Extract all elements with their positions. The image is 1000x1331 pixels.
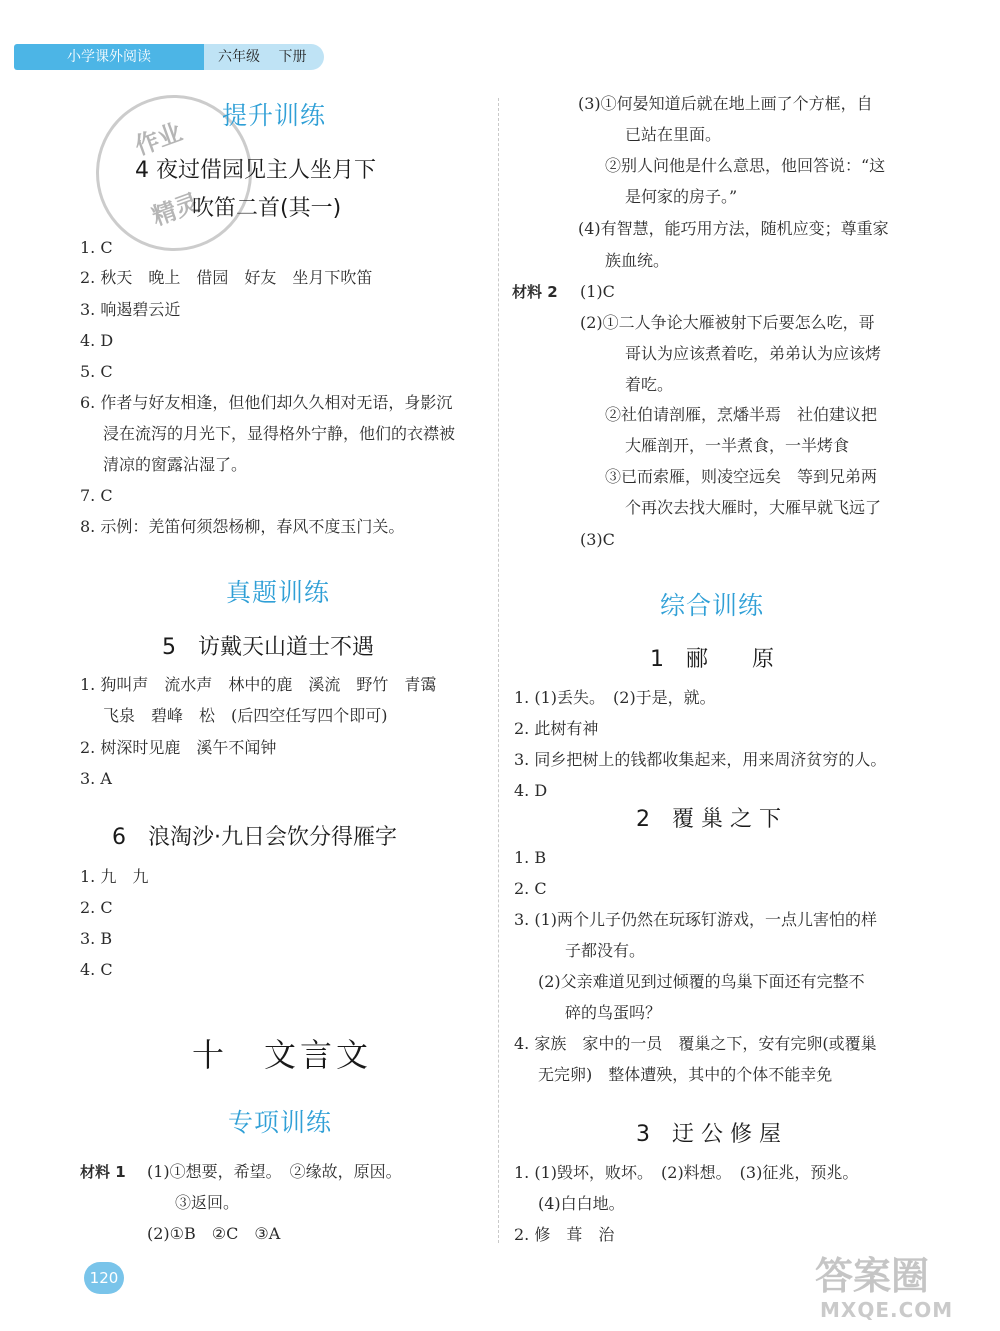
answer-line: 3. B — [80, 929, 113, 948]
answer-line: ②别人问他是什么意思，他回答说：“这 — [605, 156, 886, 175]
answer-line: 1. B — [514, 848, 547, 867]
answer-line: 1. 九 九 — [80, 867, 149, 886]
lesson-title-5: 5 访戴天山道士不遇 — [162, 635, 374, 660]
answer-line: 4. D — [80, 331, 114, 350]
answer-line: (1)①想要，希望。 ②缘故，原因。 — [147, 1162, 402, 1181]
answer-line: 族血统。 — [605, 251, 670, 270]
page-number-badge: 120 — [84, 1262, 124, 1294]
answer-line: ③返回。 — [175, 1193, 240, 1212]
answer-line: 个再次去找大雁时，大雁早就飞远了 — [625, 498, 882, 517]
answer-line: (2)①二人争论大雁被射下后要怎么吃，哥 — [580, 313, 875, 332]
chapter-title: 十 文言文 — [192, 1036, 373, 1074]
answer-line: 2. 修 葺 治 — [514, 1225, 615, 1244]
answer-line: (4)有智慧，能巧用方法，随机应变；尊重家 — [578, 219, 889, 238]
answer-line: (4)白白地。 — [538, 1194, 625, 1213]
column-divider — [498, 98, 499, 1243]
answer-line: 2. 树深时见鹿 溪午不闻钟 — [80, 738, 277, 757]
section-heading-special: 专项训练 — [228, 1108, 333, 1137]
material-label-1: 材料 1 — [80, 1163, 126, 1181]
answer-line: 2. 此树有神 — [514, 719, 599, 738]
answer-line: 2. C — [80, 898, 113, 917]
answer-line: 3. (1)两个儿子仍然在玩琢钉游戏，一点儿害怕的样 — [514, 910, 878, 929]
answer-line: 1. (1)丢失。 (2)于是，就。 — [514, 688, 716, 707]
answer-line: ②社伯请剖雁，烹燔半焉 社伯建议把 — [605, 405, 878, 424]
lesson-title-4: 4 夜过借园见主人坐月下 — [135, 158, 376, 183]
answer-line: 6. 作者与好友相逢，但他们却久久相对无语，身影沉 — [80, 393, 453, 412]
answer-line: 5. C — [80, 362, 113, 381]
answer-line: 子都没有。 — [565, 941, 646, 960]
book-series-tab: 小学课外阅读 — [14, 44, 204, 70]
answer-line: 1. (1)毁坏，败坏。 (2)料想。 (3)征兆，预兆。 — [514, 1163, 859, 1182]
answer-line: 大雁剖开，一半煮食，一半烤食 — [625, 436, 850, 455]
answer-line: 2. C — [514, 879, 547, 898]
answer-line: 8. 示例：羌笛何须怨杨柳，春风不度玉门关。 — [80, 517, 405, 536]
answer-line: 4. C — [80, 960, 113, 979]
answer-line: 清凉的窗露沾湿了。 — [103, 455, 248, 474]
section-heading-improve: 提升训练 — [222, 101, 327, 130]
lesson-title-6: 6 浪淘沙·九日会饮分得雁字 — [112, 825, 397, 850]
stamp-watermark: 作业 精灵 — [74, 73, 274, 273]
grade-tab — [204, 44, 324, 70]
answer-line: (1)C — [580, 282, 615, 301]
lesson-title-r2: 2 覆 巢 之 下 — [636, 807, 781, 832]
lesson-title-r3: 3 迂 公 修 屋 — [636, 1122, 781, 1147]
answer-line: (3)C — [580, 530, 615, 549]
answer-line: 3. A — [80, 769, 112, 788]
answer-line: 3. 响遏碧云近 — [80, 300, 181, 319]
section-heading-comprehensive: 综合训练 — [660, 591, 765, 620]
watermark-logo: 答案圈 — [815, 1254, 930, 1298]
answer-line: 1. 狗叫声 流水声 林中的鹿 溪流 野竹 青霭 — [80, 675, 437, 694]
answer-line: 哥认为应该煮着吃，弟弟认为应该烤 — [625, 344, 882, 363]
answer-line: 飞泉 碧峰 松 (后四空任写四个即可) — [103, 706, 388, 725]
material-label-2: 材料 2 — [512, 283, 558, 301]
answer-line: ③已而索雁，则凌空远矣 等到兄弟两 — [605, 467, 878, 486]
answer-line: (3)①何晏知道后就在地上画了个方框，自 — [578, 94, 873, 113]
lesson-title-r1: 1 郦 原 — [650, 647, 774, 672]
answer-line: 2. 秋天 晚上 借园 好友 坐月下吹笛 — [80, 268, 373, 287]
watermark-url: MXQE.COM — [820, 1298, 954, 1322]
answer-line: 碎的鸟蛋吗？ — [565, 1003, 662, 1022]
answer-line: 4. 家族 家中的一员 覆巢之下，安有完卵(或覆巢 — [514, 1034, 877, 1053]
answer-line: (2)父亲难道见到过倾覆的鸟巢下面还有完整不 — [538, 972, 865, 991]
answer-line: 4. D — [514, 781, 548, 800]
answer-line: 已站在里面。 — [625, 125, 722, 144]
answer-line: 无完卵) 整体遭殃，其中的个体不能幸免 — [538, 1065, 833, 1084]
answer-line: 7. C — [80, 486, 113, 505]
answer-line: 是何家的房子。” — [625, 187, 738, 206]
answer-line: 浸在流泻的月光下，显得格外宁静，他们的衣襟被 — [103, 424, 456, 443]
section-heading-real: 真题训练 — [226, 578, 331, 607]
answer-line: 着吃。 — [625, 375, 674, 394]
lesson-title-4-sub: 吹笛二首(其一) — [192, 196, 342, 221]
volume-label: 下册 — [278, 49, 307, 65]
grade-label: 六年级 — [218, 49, 260, 65]
answer-line: (2)①B ②C ③A — [147, 1224, 281, 1243]
answer-line: 1. C — [80, 238, 113, 257]
answer-line: 3. 同乡把树上的钱都收集起来，用来周济贫穷的人。 — [514, 750, 887, 769]
